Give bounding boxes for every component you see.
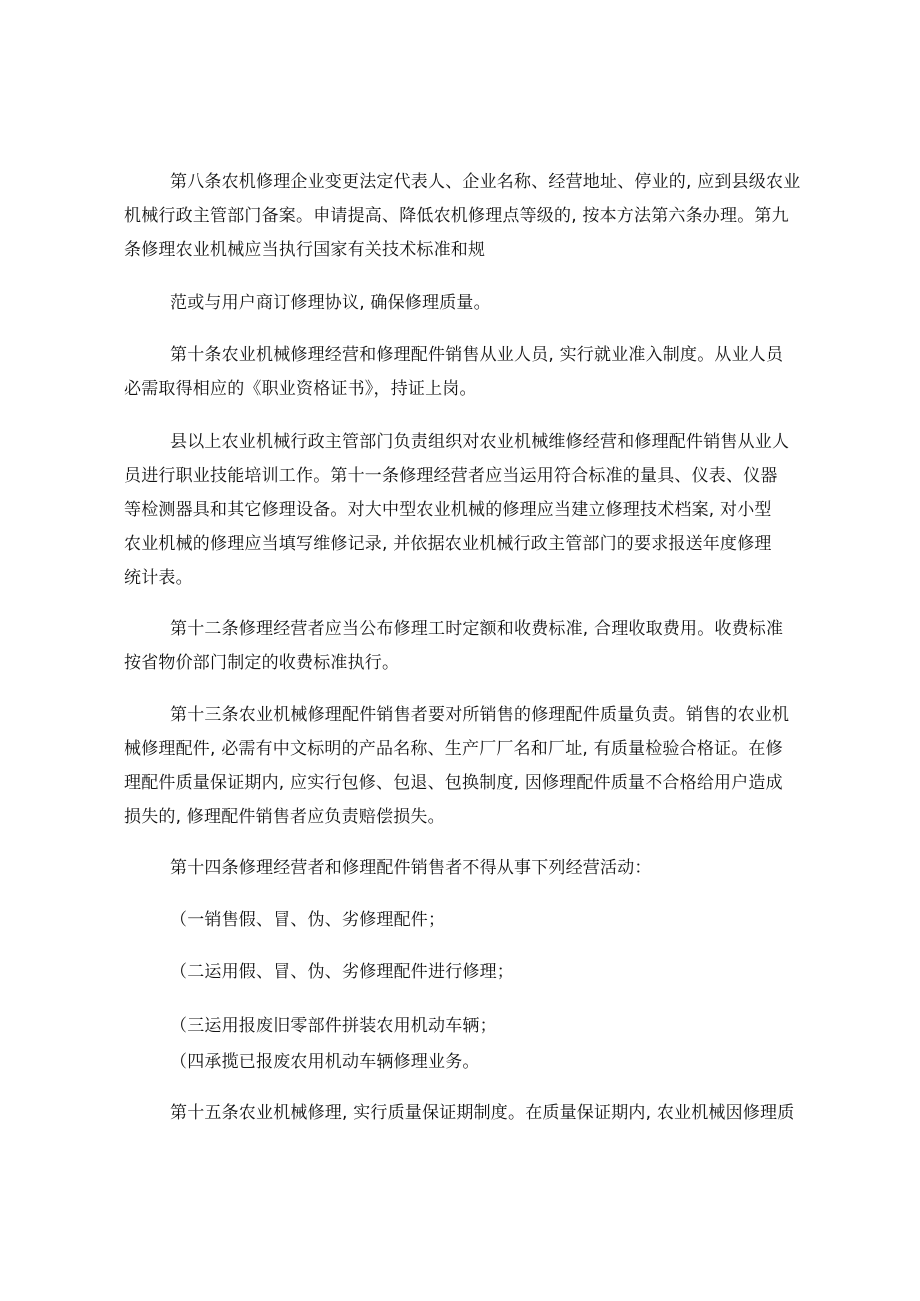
text-line: 农业机械的修理应当填写维修记录, 并依据农业机械行政主管部门的要求报送年度修理 [124,534,772,554]
text-line: 统计表。 [124,568,193,588]
text-line: 按省物价部门制定的收费标准执行。 [124,653,400,673]
text-line: 损失的, 修理配件销售者应负责赔偿损失。 [124,807,445,827]
text-line: （四承揽已报废农用机动车辆修理业务。 [170,1052,480,1072]
text-line: 理配件质量保证期内, 应实行包修、包退、包换制度, 因修理配件质量不合格给用户造成 [124,773,783,793]
text-line: 员进行职业技能培训工作。第十一条修理经营者应当运用符合标准的量具、仪表、仪器 [124,466,778,486]
text-line: 第八条农机修理企业变更法定代表人、企业名称、经营地址、停业的, 应到县级农业 [170,172,801,192]
text-line: 第十五条农业机械修理, 实行质量保证期制度。在质量保证期内, 农业机械因修理质 [170,1103,795,1123]
text-line: 机械行政主管部门备案。申请提高、降低农机修理点等级的, 按本方法第六条办理。第九 [124,206,789,226]
text-line: 必需取得相应的《职业资格证书》，持证上岗。 [124,379,477,399]
text-line: 县以上农业机械行政主管部门负责组织对农业机械维修经营和修理配件销售从业人 [170,432,790,452]
text-line: 械修理配件, 必需有中文标明的产品名称、生产厂厂名和厂址, 有质量检验合格证。在修 [124,739,783,759]
text-line: 第十三条农业机械修理配件销售者要对所销售的修理配件质量负责。销售的农业机 [170,705,790,725]
text-line: 第十二条修理经营者应当公布修理工时定额和收费标准, 合理收取费用。收费标准 [170,619,784,639]
text-line: （二运用假、冒、伪、劣修理配件进行修理； [170,962,514,982]
text-line: 第十条农业机械修理经营和修理配件销售从业人员, 实行就业准入制度。从业人员 [170,345,784,365]
text-line: 范或与用户商订修理协议, 确保修理质量。 [170,293,491,313]
text-line: 等检测器具和其它修理设备。对大中型农业机械的修理应当建立修理技术档案, 对小型 [124,500,772,520]
text-line: （一销售假、冒、伪、劣修理配件； [170,910,446,930]
text-line: （三运用报废旧零部件拼装农用机动车辆； [170,1016,497,1036]
text-line: 第十四条修理经营者和修理配件销售者不得从事下列经营活动： [170,858,652,878]
text-line: 条修理农业机械应当执行国家有关技术标准和规 [124,240,486,260]
